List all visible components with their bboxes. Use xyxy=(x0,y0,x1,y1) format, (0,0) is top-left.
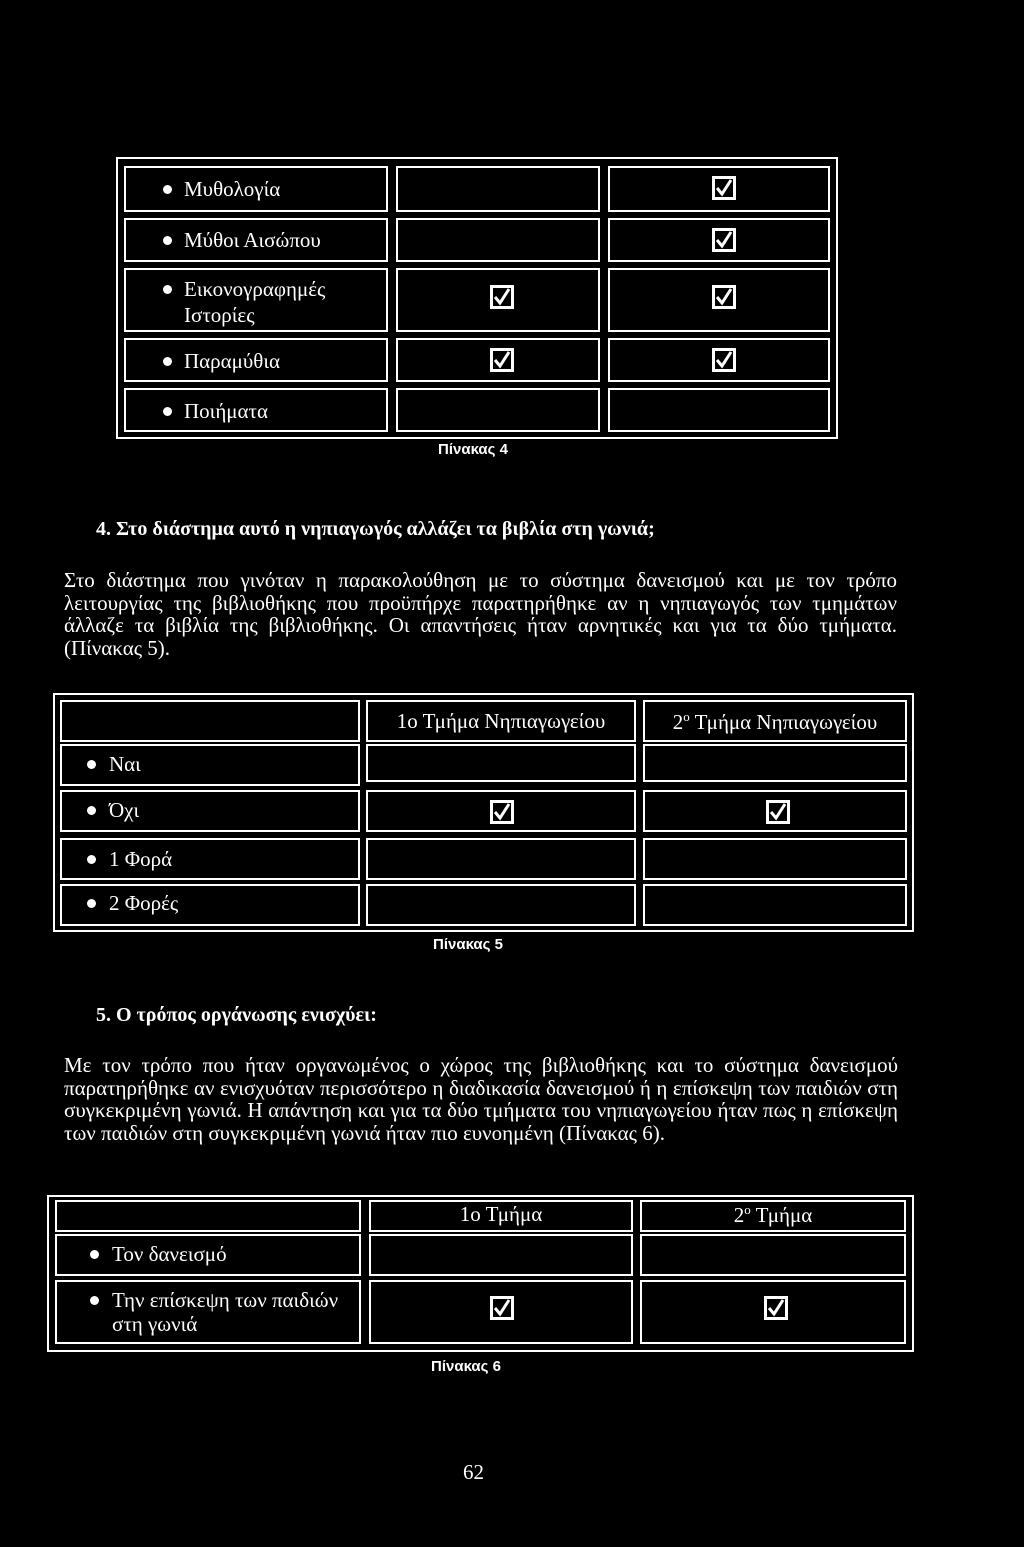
table-5-col2-cell xyxy=(643,884,907,926)
table-4-col2-cell xyxy=(608,388,830,432)
table-5-row-label-cell xyxy=(60,744,360,786)
table-5-row-label: 1 Φορά xyxy=(109,847,173,871)
checkbox-checked-icon xyxy=(490,800,514,824)
table-5-row-label: Ναι xyxy=(109,752,141,776)
bullet-icon xyxy=(163,407,172,416)
page-number: 62 xyxy=(463,1460,484,1484)
table-5-col1-cell xyxy=(366,884,636,926)
checkbox-checked-icon xyxy=(712,285,736,309)
table-5-header-col2-prefix: 2 xyxy=(672,710,684,734)
table-4-row-label-line1: Εικονογραφημές xyxy=(184,277,326,301)
table-6-header-col1: 1ο Τμήμα xyxy=(459,1202,543,1226)
table-6-header-blank-cell xyxy=(55,1200,361,1232)
table-6-header-col2 xyxy=(640,1202,906,1228)
table-4-col1-cell xyxy=(396,166,600,212)
table-5-row-label: 2 Φορές xyxy=(109,891,179,915)
table-4-row-label: Παραμύθια xyxy=(184,349,281,373)
checkbox-checked-icon xyxy=(490,1296,514,1320)
checkbox-checked-icon xyxy=(766,800,790,824)
table-4-caption: Πίνακας 4 xyxy=(438,441,508,458)
checkbox-checked-icon xyxy=(712,176,736,200)
checkbox-checked-icon xyxy=(490,348,514,372)
section-4-paragraph: Στο διάστημα που γινόταν η παρακολούθηση με το σύστημα δανεισμού και με τον τρόπο λειτουργίας της βιβλιοθήκης που προϋπήρχε παρατηρήθηκε αν η νηπιαγωγός των τμημάτων άλλαζε τα βιβλία της βιβλιοθήκης. Οι απαντήσεις ήταν αρνητικές και για τα δύο τμήματα. (Πίνακας 5). xyxy=(64,568,897,660)
bullet-icon xyxy=(163,185,172,194)
table-5-header-col1: 1ο Τμήμα Νηπιαγωγείου xyxy=(396,709,606,733)
bullet-icon xyxy=(163,357,172,366)
section-4-heading: 4. Στο διάστημα αυτό η νηπιαγωγός αλλάζει τα βιβλία στη γωνιά; xyxy=(96,518,655,540)
table-5-col1-cell xyxy=(366,838,636,880)
checkbox-checked-icon xyxy=(764,1296,788,1320)
table-4-col1-cell xyxy=(396,218,600,262)
section-5-heading: 5. Ο τρόπος οργάνωσης ενισχύει: xyxy=(96,1004,377,1026)
table-5-caption: Πίνακας 5 xyxy=(433,936,503,953)
bullet-icon xyxy=(87,760,96,769)
table-5-row-label-cell xyxy=(60,838,360,880)
bullet-icon xyxy=(87,899,96,908)
table-5-row-label-cell xyxy=(60,884,360,926)
bullet-icon xyxy=(163,236,172,245)
table-4-row-label: Ποιήματα xyxy=(184,399,268,423)
table-6-row-label-line1: Την επίσκεψη των παιδιών xyxy=(112,1288,339,1312)
table-6-header-col2-rest: Τμήμα xyxy=(750,1203,813,1227)
table-4-col1-cell xyxy=(396,388,600,432)
checkbox-checked-icon xyxy=(712,348,736,372)
table-6-header-col2-prefix: 2 xyxy=(733,1203,745,1227)
bullet-icon xyxy=(90,1250,99,1259)
table-5-header-col2-rest: Τμήμα Νηπιαγωγείου xyxy=(689,710,878,734)
table-5-col1-cell xyxy=(366,744,636,782)
table-4-row-label: Μυθολογία xyxy=(184,177,281,201)
table-6-caption: Πίνακας 6 xyxy=(431,1358,501,1375)
table-4-row-label-line2: Ιστορίες xyxy=(184,303,255,327)
table-4-row-label: Μύθοι Αισώπου xyxy=(184,228,321,252)
table-6-row-label-line2: στη γωνιά xyxy=(112,1312,198,1336)
table-5-header-col2 xyxy=(643,709,907,735)
bullet-icon xyxy=(87,806,96,815)
checkbox-checked-icon xyxy=(490,285,514,309)
bullet-icon xyxy=(87,855,96,864)
table-5-col2-cell xyxy=(643,838,907,880)
bullet-icon xyxy=(90,1296,99,1305)
table-5-row-label-cell xyxy=(60,790,360,832)
section-5-paragraph: Με τον τρόπο που ήταν οργανωμένος ο χώρος της βιβλιοθήκης και το σύστημα δανεισμού παρατηρήθηκε αν ενισχυόταν περισσότερο η διαδικασία δανεισμού ή η επίσκεψη των παιδιών στη συγκεκριμένη γωνιά. Η απάντηση και για τα δύο τμήματα του νηπιαγωγείου ήταν πως η επίσκεψη των παιδιών στη συγκεκριμένη γωνιά ήταν πιο ευνοημένη (Πίνακας 6). xyxy=(64,1053,898,1145)
table-5-header-col2-superscript: ο xyxy=(683,709,690,724)
bullet-icon xyxy=(163,285,172,294)
table-6-col1-cell xyxy=(369,1234,633,1276)
checkbox-checked-icon xyxy=(712,228,736,252)
table-5-header-blank-cell xyxy=(60,700,360,742)
table-6-header-col2-superscript: ο xyxy=(744,1202,751,1217)
table-5-row-label: Όχι xyxy=(109,798,140,822)
table-6-col2-cell xyxy=(640,1234,906,1276)
table-5-col2-cell xyxy=(643,744,907,782)
table-6-row-label: Τον δανεισμό xyxy=(112,1242,227,1266)
